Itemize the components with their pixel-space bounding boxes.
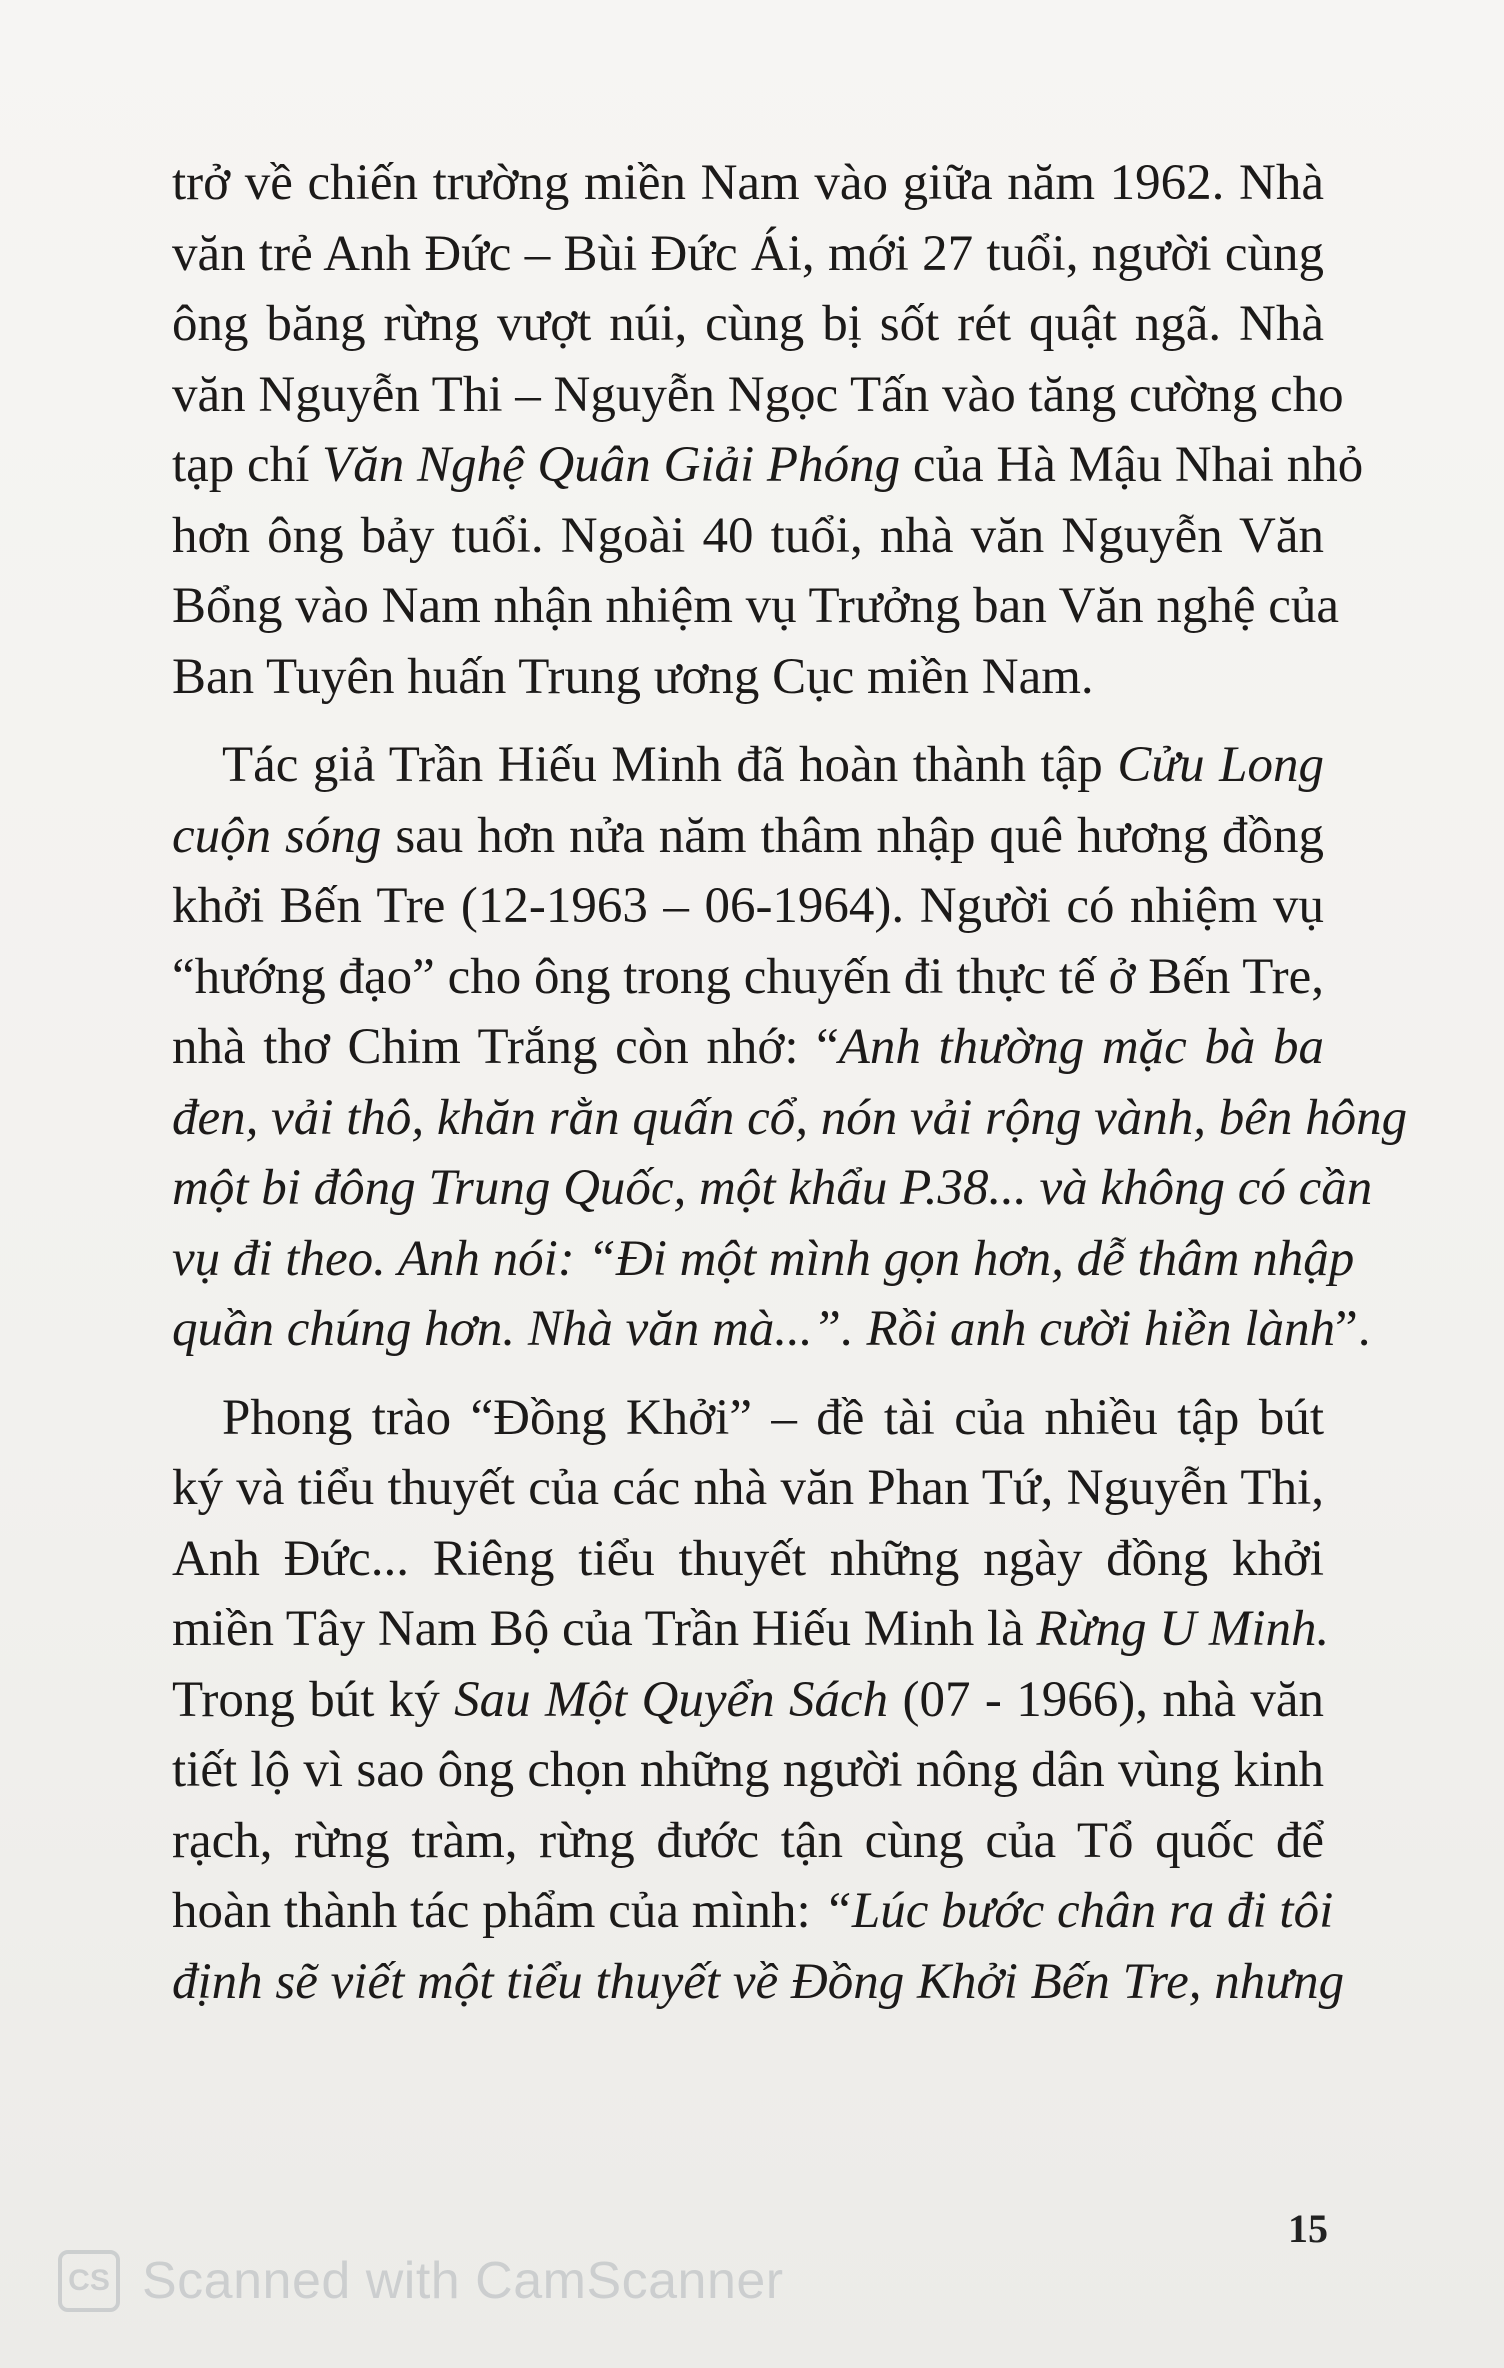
italic-text: Cửu Long xyxy=(1117,737,1325,793)
italic-text: Rừng U Minh. xyxy=(1036,1601,1330,1657)
text-line: ký và tiểu thuyết của các nhà văn Phan Tứ, Nguyễn Thi, xyxy=(172,1460,1324,1516)
camscanner-logo-icon: CS xyxy=(58,2250,120,2312)
text-line: cuộn sóng sau hơn nửa năm thâm nhập quê hương đồng xyxy=(172,807,1324,864)
text-line: Ban Tuyên huấn Trung ương Cục miền Nam. xyxy=(172,648,1094,705)
text-line: Anh Đức... Riêng tiểu thuyết những ngày đồng khởi xyxy=(172,1530,1324,1587)
italic-text: quần chúng hơn. Nhà văn mà...”. Rồi anh cười hiền lành xyxy=(172,1301,1336,1357)
scanner-watermark xyxy=(58,2245,784,2317)
italic-text: định sẽ viết một tiểu thuyết về Đồng Khởi Bến Tre, nhưng xyxy=(172,1953,1345,2010)
text-line: Phong trào “Đồng Khởi” – đề tài của nhiều tập bút xyxy=(222,1389,1324,1446)
italic-text: vụ đi theo. Anh nói: “Đi một mình gọn hơn, dễ thâm nhập xyxy=(172,1230,1355,1287)
text-line: ông băng rừng vượt núi, cùng bị sốt rét quật ngã. Nhà xyxy=(172,296,1324,352)
text-line xyxy=(172,1224,1355,1295)
text-line: tạp chí Văn Nghệ Quân Giải Phóng của Hà Mậu Nhai nhỏ xyxy=(172,437,1364,493)
text-line: rạch, rừng tràm, rừng đước tận cùng của Tổ quốc để xyxy=(172,1812,1324,1869)
text-line: “hướng đạo” cho ông trong chuyến đi thực tế ở Bến Tre, xyxy=(172,948,1324,1005)
text-line xyxy=(172,1947,1345,2018)
paragraph-3 xyxy=(172,1383,1345,2018)
text-line: quần chúng hơn. Nhà văn mà...”. Rồi anh cười hiền lành”. xyxy=(172,1301,1371,1357)
text-line: nhà thơ Chim Trắng còn nhớ: “Anh thường mặc bà ba xyxy=(172,1019,1324,1075)
text-line xyxy=(172,1153,1373,1224)
paragraph-1 xyxy=(172,148,1364,712)
text-line: hơn ông bảy tuổi. Ngoài 40 tuổi, nhà văn Nguyễn Văn xyxy=(172,507,1324,564)
text-line xyxy=(172,1083,1408,1154)
text-line: miền Tây Nam Bộ của Trần Hiếu Minh là Rừng U Minh. xyxy=(172,1601,1330,1657)
text-line: Tác giả Trần Hiếu Minh đã hoàn thành tập Cửu Long xyxy=(222,737,1325,793)
text-line: văn Nguyễn Thi – Nguyễn Ngọc Tấn vào tăng cường cho xyxy=(172,366,1344,423)
text-line: khởi Bến Tre (12-1963 – 06-1964). Người có nhiệm vụ xyxy=(172,878,1324,934)
italic-text: cuộn sóng xyxy=(172,807,382,864)
text-line: Bổng vào Nam nhận nhiệm vụ Trưởng ban Văn nghệ của xyxy=(172,578,1340,634)
paragraph-2 xyxy=(172,730,1408,1365)
watermark-text: Scanned with CamScanner xyxy=(142,2252,784,2310)
italic-text: một bi đông Trung Quốc, một khẩu P.38... và không có cần xyxy=(172,1160,1373,1216)
italic-text: Sau Một Quyển Sách xyxy=(454,1671,889,1728)
italic-text: Văn Nghệ Quân Giải Phóng xyxy=(322,437,901,493)
italic-text: “Lúc bước chân ra đi tôi xyxy=(823,1883,1334,1939)
text-line: văn trẻ Anh Đức – Bùi Đức Ái, mới 27 tuổi, người cùng xyxy=(172,225,1324,282)
text-line: Trong bút ký Sau Một Quyển Sách (07 - 1966), nhà văn xyxy=(172,1671,1324,1728)
body-text xyxy=(172,148,1408,2035)
italic-text: đen, vải thô, khăn rằn quấn cổ, nón vải rộng vành, bên hông xyxy=(172,1089,1408,1146)
text-line: trở về chiến trường miền Nam vào giữa năm 1962. Nhà xyxy=(172,155,1324,211)
italic-text: Anh thường mặc bà ba xyxy=(838,1019,1324,1075)
page-number: 15 xyxy=(1288,2206,1328,2251)
text-line: hoàn thành tác phẩm của mình: “Lúc bước chân ra đi tôi xyxy=(172,1883,1334,1939)
text-line: tiết lộ vì sao ông chọn những người nông dân vùng kinh xyxy=(172,1742,1324,1798)
